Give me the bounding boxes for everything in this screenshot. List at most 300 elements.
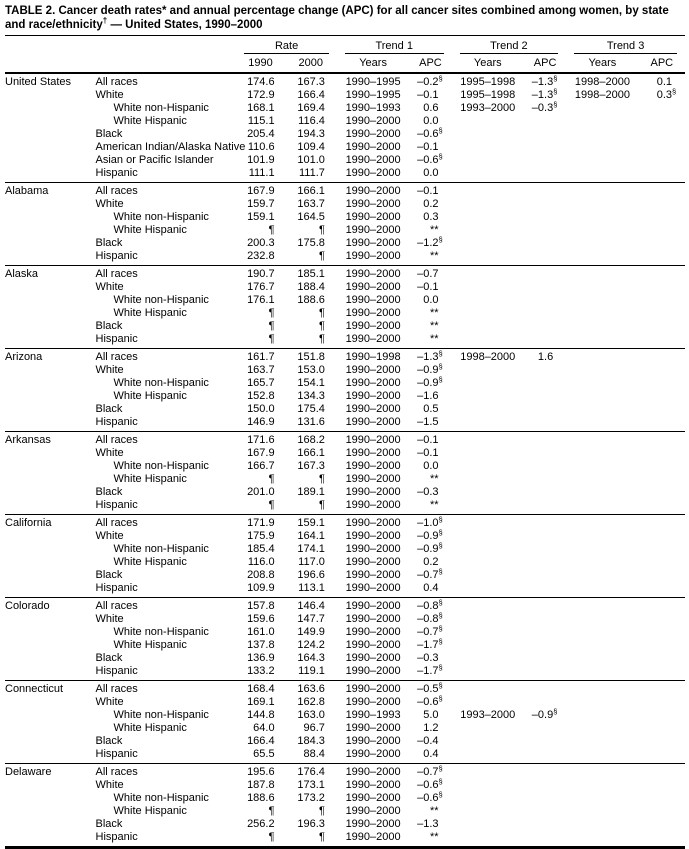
cell-rate-2000: 159.1	[297, 517, 325, 529]
cell-rate-1990: ¶	[268, 320, 275, 332]
cell-trend3-apc	[639, 709, 685, 722]
cell-trend2-years	[452, 556, 524, 569]
cell-trend1-apc: –1.2§	[417, 235, 443, 249]
cell-trend1-apc: **	[429, 333, 439, 345]
cell-trend1-years: 1990–2000	[345, 167, 401, 179]
cell-race: White	[95, 89, 124, 101]
cell-trend3-years	[566, 748, 638, 764]
table-row	[5, 141, 685, 154]
cell-trend2-years	[452, 486, 524, 499]
header-spacer	[5, 36, 236, 55]
cell-trend1-apc: **	[429, 250, 439, 262]
table-row	[5, 154, 685, 167]
cell-trend1-apc: 5.0	[423, 709, 439, 721]
cell-rate-2000: 166.1	[297, 185, 325, 197]
cell-rate-1990: 161.7	[247, 351, 275, 363]
cell-trend3-apc: 0.1	[656, 76, 672, 88]
cell-trend2-apc: –1.3§	[531, 74, 558, 88]
cell-state	[5, 364, 96, 377]
cell-trend3-years	[566, 364, 638, 377]
table-row	[5, 639, 685, 652]
cell-trend2-apc	[524, 211, 566, 224]
cell-race: Black	[95, 320, 123, 332]
table-row	[5, 681, 685, 697]
cell-state	[5, 281, 96, 294]
cell-rate-1990: 64.0	[253, 722, 275, 734]
cell-trend2-years	[452, 250, 524, 266]
cell-trend2-apc	[524, 167, 566, 183]
cell-trend1-apc: **	[429, 831, 439, 843]
cell-rate-1990: 167.9	[247, 185, 275, 197]
subheader-spacer	[5, 54, 236, 73]
cell-trend2-years	[452, 499, 524, 515]
cell-rate-2000: 117.0	[298, 556, 325, 568]
cell-rate-2000: 173.2	[297, 792, 325, 804]
cell-state	[5, 486, 96, 499]
cell-race: All races	[95, 268, 138, 280]
state-section	[5, 266, 685, 349]
cell-rate-1990: 133.2	[247, 665, 275, 677]
cell-trend1-years: 1990–2000	[345, 473, 401, 485]
cell-state	[5, 639, 96, 652]
cell-trend1-apc: 0.0	[423, 294, 439, 306]
cell-trend2-apc: 1.6	[537, 351, 554, 363]
cell-trend2-years	[452, 183, 524, 199]
cell-rate-1990: 150.0	[247, 403, 275, 415]
cell-race: Black	[95, 735, 123, 747]
cell-trend2-years	[452, 294, 524, 307]
cell-trend2-years	[452, 722, 524, 735]
cell-state	[5, 735, 96, 748]
cell-trend3-years	[566, 403, 638, 416]
cell-trend1-apc: 0.0	[423, 167, 439, 179]
cell-rate-1990: 185.4	[247, 543, 275, 555]
cell-trend2-years	[452, 390, 524, 403]
cell-trend1-apc: 0.4	[423, 582, 439, 594]
cell-rate-2000: ¶	[318, 805, 325, 817]
cell-state	[5, 569, 96, 582]
table-row	[5, 307, 685, 320]
cell-trend3-apc	[639, 598, 685, 614]
cell-trend3-apc	[639, 665, 685, 681]
cell-trend3-years	[566, 237, 638, 250]
cell-trend2-years	[452, 805, 524, 818]
cell-trend1-apc: –1.6	[417, 390, 439, 402]
cell-trend1-apc: –1.0§	[417, 515, 443, 529]
cell-race: White non-Hispanic	[113, 543, 209, 555]
cell-rate-2000: 116.4	[298, 115, 325, 127]
cell-race: White non-Hispanic	[113, 626, 209, 638]
cell-trend3-years	[566, 167, 638, 183]
table-row	[5, 167, 685, 183]
cell-race: White	[95, 281, 124, 293]
table-row	[5, 735, 685, 748]
cell-state	[5, 154, 96, 167]
cell-trend3-apc	[639, 805, 685, 818]
cell-trend1-apc: **	[429, 320, 439, 332]
cell-race: White Hispanic	[113, 307, 187, 319]
cell-trend1-years: 1990–2000	[345, 517, 401, 529]
cell-trend2-years	[452, 266, 524, 282]
table-row	[5, 805, 685, 818]
cell-trend2-years	[452, 154, 524, 167]
cell-trend1-years: 1990–2000	[345, 268, 401, 280]
cell-rate-1990: 190.7	[247, 268, 275, 280]
column-group-row	[5, 36, 685, 55]
cell-rate-1990: 256.2	[247, 818, 275, 830]
state-section	[5, 73, 685, 183]
cell-trend3-apc	[639, 831, 685, 848]
cell-state	[5, 499, 96, 515]
cell-state	[5, 416, 96, 432]
cell-trend1-years: 1990–2000	[345, 281, 401, 293]
cell-rate-2000: 163.0	[297, 709, 325, 721]
cell-trend3-years	[566, 183, 638, 199]
cell-trend1-years: 1990–2000	[345, 683, 401, 695]
cell-trend2-years	[452, 211, 524, 224]
table-row	[5, 211, 685, 224]
cell-trend1-years: 1990–2000	[345, 333, 401, 345]
cell-trend3-years	[566, 613, 638, 626]
cell-trend1-years: 1990–2000	[345, 831, 401, 843]
cell-trend2-years	[452, 530, 524, 543]
cell-trend1-apc: –0.2§	[417, 74, 443, 88]
cell-trend2-apc	[524, 499, 566, 515]
cell-trend3-years	[566, 582, 638, 598]
cell-rate-1990: ¶	[268, 473, 275, 485]
cell-trend2-apc	[524, 266, 566, 282]
cell-trend2-apc	[524, 792, 566, 805]
cell-state	[5, 320, 96, 333]
cell-trend3-years	[566, 447, 638, 460]
cell-trend1-apc: –0.1	[417, 447, 439, 459]
cell-trend2-years	[452, 582, 524, 598]
cell-trend1-years: 1990–2000	[345, 818, 401, 830]
cell-trend3-years	[566, 349, 638, 365]
table-title-main: TABLE 2. Cancer death rates* and annual percentage change (APC) for all cancer sites combined among women, by state and race/ethnicity	[5, 5, 669, 31]
cell-trend1-years: 1990–2000	[345, 665, 401, 677]
cell-trend3-years	[566, 543, 638, 556]
cell-trend1-apc: –1.5	[417, 416, 439, 428]
cell-trend2-years	[452, 333, 524, 349]
cell-trend2-apc	[524, 805, 566, 818]
cell-rate-1990: 161.0	[247, 626, 275, 638]
cell-trend3-apc	[639, 792, 685, 805]
cell-trend2-years	[452, 515, 524, 531]
cell-trend1-apc: –0.3	[417, 486, 439, 498]
cell-state: Arizona	[5, 351, 43, 363]
cell-rate-2000: 164.5	[297, 211, 325, 223]
cell-trend3-years	[566, 320, 638, 333]
cell-trend1-years: 1990–2000	[345, 543, 401, 555]
cell-rate-2000: 189.1	[297, 486, 325, 498]
column-subheader-row	[5, 54, 685, 73]
cell-trend3-years	[566, 665, 638, 681]
table-row	[5, 764, 685, 780]
cell-trend2-apc	[524, 403, 566, 416]
state-section	[5, 432, 685, 515]
cell-race: Hispanic	[95, 416, 138, 428]
cell-trend1-years: 1990–2000	[345, 307, 401, 319]
cell-trend2-years	[452, 735, 524, 748]
cell-trend2-years	[452, 626, 524, 639]
cell-rate-1990: 195.6	[247, 766, 275, 778]
cell-trend2-apc	[524, 486, 566, 499]
table-header	[5, 36, 685, 74]
cell-trend2-apc	[524, 154, 566, 167]
cell-trend1-years: 1990–2000	[345, 320, 401, 332]
cell-trend2-apc	[524, 735, 566, 748]
cell-trend3-apc	[639, 722, 685, 735]
cell-state	[5, 89, 96, 102]
cell-race: American Indian/Alaska Native	[95, 141, 246, 153]
cell-rate-2000: ¶	[318, 307, 325, 319]
cell-trend1-years: 1990–2000	[345, 224, 401, 236]
cell-trend1-apc: **	[429, 307, 439, 319]
table-row	[5, 613, 685, 626]
cell-trend1-apc: –1.3§	[417, 349, 443, 363]
cell-state	[5, 696, 96, 709]
cell-trend1-years: 1990–2000	[345, 792, 401, 804]
cell-state	[5, 333, 96, 349]
cell-trend2-years	[452, 681, 524, 697]
cell-trend2-years	[452, 569, 524, 582]
table-row	[5, 73, 685, 89]
table-row	[5, 266, 685, 282]
cell-race: Hispanic	[95, 831, 138, 843]
cell-race: White non-Hispanic	[113, 709, 209, 721]
cell-rate-1990: 115.1	[247, 115, 275, 127]
cell-trend1-apc: **	[429, 499, 439, 511]
cell-trend1-years: 1990–2000	[345, 499, 401, 511]
cell-rate-2000: 175.8	[297, 237, 325, 249]
cell-trend2-apc	[524, 294, 566, 307]
table-row	[5, 543, 685, 556]
cell-trend3-apc	[639, 447, 685, 460]
cell-trend3-apc	[639, 320, 685, 333]
cell-trend2-years	[452, 320, 524, 333]
cell-race: Asian or Pacific Islander	[95, 154, 214, 166]
cell-trend2-apc	[524, 569, 566, 582]
table-row	[5, 403, 685, 416]
cell-trend1-apc: **	[429, 473, 439, 485]
cell-trend2-apc	[524, 639, 566, 652]
table-row	[5, 748, 685, 764]
table-row	[5, 89, 685, 102]
cell-trend3-apc	[639, 432, 685, 448]
cell-state: Alabama	[5, 185, 49, 197]
cell-rate-1990: 110.6	[247, 141, 275, 153]
cell-trend3-apc	[639, 250, 685, 266]
cell-rate-1990: 168.4	[247, 683, 275, 695]
cell-trend1-years: 1990–2000	[345, 613, 401, 625]
cell-trend2-apc	[524, 818, 566, 831]
cell-trend1-apc: 0.3	[423, 211, 439, 223]
cell-trend2-years: 1995–1998	[460, 76, 516, 88]
cell-trend1-years: 1990–2000	[345, 250, 401, 262]
cell-rate-2000: 184.3	[297, 735, 325, 747]
cell-rate-1990: 159.6	[247, 613, 275, 625]
cell-rate-1990: 171.6	[247, 434, 275, 446]
cell-trend2-years: 1998–2000	[460, 351, 516, 363]
cell-race: Hispanic	[95, 582, 138, 594]
cell-rate-2000: 154.1	[297, 377, 325, 389]
cell-trend1-years: 1990–2000	[345, 779, 401, 791]
cell-trend2-apc	[524, 115, 566, 128]
cell-rate-2000: 164.1	[297, 530, 325, 542]
cell-trend3-apc	[639, 198, 685, 211]
cell-rate-2000: ¶	[318, 224, 325, 236]
cell-trend1-years: 1990–2000	[345, 696, 401, 708]
cell-rate-1990: 169.1	[247, 696, 275, 708]
cell-state	[5, 665, 96, 681]
cell-trend2-apc	[524, 473, 566, 486]
cell-trend1-apc: –0.6§	[417, 694, 443, 708]
cell-trend2-apc	[524, 128, 566, 141]
cell-rate-1990: 111.1	[248, 167, 275, 179]
cell-race: White Hispanic	[113, 556, 187, 568]
cell-trend2-years	[452, 141, 524, 154]
column-group-trend1	[337, 36, 452, 55]
cell-trend2-years	[452, 403, 524, 416]
cell-trend2-years	[452, 665, 524, 681]
cell-race: All races	[95, 351, 138, 363]
cell-trend3-years: 1998–2000	[574, 76, 630, 88]
cell-trend3-years	[566, 709, 638, 722]
cell-state: Colorado	[5, 600, 50, 612]
cell-state	[5, 556, 96, 569]
cell-trend3-apc	[639, 499, 685, 515]
cell-trend1-years: 1990–2000	[345, 722, 401, 734]
table-row	[5, 102, 685, 115]
state-section	[5, 598, 685, 681]
cell-state	[5, 198, 96, 211]
cell-rate-2000: 134.3	[297, 390, 325, 402]
cell-trend3-years	[566, 626, 638, 639]
state-section	[5, 764, 685, 848]
cell-race: White	[95, 530, 124, 542]
cell-trend1-years: 1990–2000	[345, 377, 401, 389]
cell-trend3-apc	[639, 349, 685, 365]
cell-trend3-apc	[639, 167, 685, 183]
cell-state: California	[5, 517, 52, 529]
cell-trend1-apc: –0.7§	[417, 764, 443, 778]
cell-trend3-years	[566, 764, 638, 780]
cell-trend1-years: 1990–2000	[345, 211, 401, 223]
cell-rate-2000: 194.3	[297, 128, 325, 140]
cell-trend3-years	[566, 141, 638, 154]
cell-trend1-apc: 0.5	[423, 403, 439, 415]
cell-rate-2000: 163.6	[297, 683, 325, 695]
cell-trend2-years	[452, 224, 524, 237]
cell-trend3-years	[566, 805, 638, 818]
cell-trend3-apc	[639, 515, 685, 531]
cell-trend2-years	[452, 198, 524, 211]
cell-trend1-apc: –0.6§	[417, 790, 443, 804]
cell-trend1-apc: 0.6	[423, 102, 439, 114]
cell-trend2-years	[452, 831, 524, 848]
cell-race: White Hispanic	[113, 115, 187, 127]
cell-trend2-years	[452, 237, 524, 250]
cell-rate-2000: 146.4	[297, 600, 325, 612]
cell-state	[5, 128, 96, 141]
cell-state	[5, 447, 96, 460]
cell-trend2-apc	[524, 198, 566, 211]
cell-race: White non-Hispanic	[113, 294, 209, 306]
cell-state	[5, 307, 96, 320]
cell-rate-1990: 176.7	[247, 281, 275, 293]
cell-rate-1990: 171.9	[247, 517, 275, 529]
cell-trend3-years	[566, 722, 638, 735]
cell-rate-2000: 119.1	[298, 665, 325, 677]
cell-state	[5, 626, 96, 639]
cell-race: White	[95, 198, 124, 210]
table-row	[5, 722, 685, 735]
table-row	[5, 281, 685, 294]
cell-state	[5, 779, 96, 792]
table-row	[5, 115, 685, 128]
cell-trend3-apc	[639, 364, 685, 377]
cell-state	[5, 250, 96, 266]
cell-trend1-years: 1990–2000	[345, 766, 401, 778]
table-row	[5, 349, 685, 365]
cell-rate-1990: 205.4	[247, 128, 275, 140]
cell-trend1-apc: –0.6§	[417, 152, 443, 166]
cell-trend3-apc	[639, 530, 685, 543]
cell-trend2-apc	[524, 183, 566, 199]
cell-trend1-apc: –0.6§	[417, 777, 443, 791]
cell-trend3-years	[566, 556, 638, 569]
cell-trend3-apc	[639, 224, 685, 237]
cell-trend3-years	[566, 115, 638, 128]
cell-trend1-apc: 0.2	[423, 198, 439, 210]
cell-rate-1990: 172.9	[247, 89, 275, 101]
cell-trend2-years	[452, 696, 524, 709]
cell-trend1-apc: –0.9§	[417, 362, 443, 376]
table-row	[5, 530, 685, 543]
cell-rate-2000: 164.3	[297, 652, 325, 664]
cell-trend3-apc	[639, 735, 685, 748]
cell-trend3-years	[566, 128, 638, 141]
table-row	[5, 696, 685, 709]
cell-trend2-years	[452, 281, 524, 294]
cell-rate-2000: ¶	[318, 473, 325, 485]
cell-rate-1990: 136.9	[247, 652, 275, 664]
cell-rate-2000: ¶	[318, 333, 325, 345]
table-row	[5, 792, 685, 805]
cell-trend2-years	[452, 598, 524, 614]
cell-trend1-years: 1990–2000	[345, 185, 401, 197]
cell-race: Black	[95, 403, 123, 415]
cell-trend1-years: 1990–1993	[345, 102, 401, 114]
table-row	[5, 237, 685, 250]
cell-rate-2000: 96.7	[303, 722, 325, 734]
cell-state	[5, 473, 96, 486]
cell-state	[5, 709, 96, 722]
cell-rate-2000: 196.6	[297, 569, 325, 581]
cell-trend2-apc	[524, 779, 566, 792]
cell-rate-1990: ¶	[268, 831, 275, 843]
cell-trend3-apc	[639, 764, 685, 780]
cell-rate-1990: 187.8	[247, 779, 275, 791]
table-row	[5, 183, 685, 199]
cell-trend2-years	[452, 818, 524, 831]
cancer-death-rates-table	[5, 35, 685, 849]
cell-rate-1990: 116.0	[247, 556, 275, 568]
cell-trend1-years: 1990–2000	[345, 403, 401, 415]
table-row	[5, 598, 685, 614]
table-row	[5, 250, 685, 266]
